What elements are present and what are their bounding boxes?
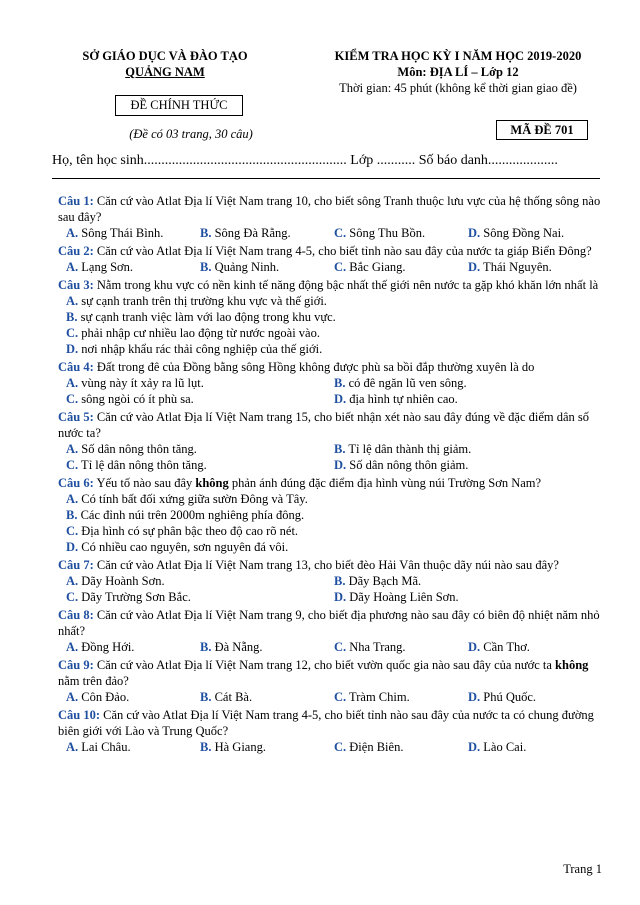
option-text: Lào Cai. [480, 740, 527, 754]
answer-options [58, 293, 606, 357]
option-key: B. [200, 640, 212, 654]
answer-option [326, 259, 460, 275]
option-key: A. [66, 574, 79, 588]
question-3 [58, 277, 606, 357]
option-text: Các đỉnh núi trên 2000m nghiêng phía đông. [77, 508, 305, 522]
answer-option [326, 589, 594, 605]
answer-option [58, 573, 326, 589]
answer-option [192, 225, 326, 241]
page-number: Trang 1 [563, 862, 602, 876]
option-key: C. [66, 458, 79, 472]
question-text: Căn cứ vào Atlat Địa lí Việt Nam trang 4-5, cho biết tỉnh nào sau đây của nước ta giáp Biển Đông? [93, 244, 592, 258]
question-label: Câu 3: [58, 278, 94, 292]
option-key: D. [468, 740, 481, 754]
question-label: Câu 4: [58, 360, 94, 374]
answer-option [460, 739, 594, 755]
answer-option [326, 689, 460, 705]
option-text: Có nhiều cao nguyên, sơn nguyên đá vôi. [78, 540, 289, 554]
divider [52, 178, 600, 179]
option-text: Lạng Sơn. [78, 260, 134, 274]
answer-option [460, 225, 594, 241]
answer-option [58, 491, 606, 507]
option-text: Số dân nông thôn tăng. [78, 442, 197, 456]
question-stem [58, 277, 606, 293]
answer-option [192, 689, 326, 705]
option-text: Đồng Hới. [78, 640, 135, 654]
option-key: D. [334, 590, 347, 604]
option-key: C. [334, 690, 347, 704]
answer-options [58, 441, 606, 473]
option-text: vùng này ít xảy ra lũ lụt. [78, 376, 204, 390]
option-key: C. [66, 590, 79, 604]
option-key: A. [66, 640, 79, 654]
option-text: sự cạnh tranh trên thị trường khu vực và thế giới. [78, 294, 327, 308]
option-text: Bắc Giang. [346, 260, 406, 274]
option-key: B. [200, 226, 212, 240]
question-text: không [195, 476, 229, 490]
option-key: C. [334, 740, 347, 754]
answer-option [58, 309, 606, 325]
option-text: Thái Nguyên. [480, 260, 552, 274]
answer-option [326, 457, 594, 473]
option-text: Tỉ lệ dân thành thị giảm. [345, 442, 472, 456]
answer-options [58, 259, 606, 275]
header-left [60, 48, 270, 80]
question-9 [58, 657, 606, 705]
answer-option [326, 639, 460, 655]
question-1 [58, 193, 606, 241]
question-text: Nằm trong khu vực có nền kinh tế năng động bậc nhất thế giới nên nước ta gặp khó khăn lớn nhất là [93, 278, 599, 292]
question-text: Yếu tố nào sau đây [93, 476, 196, 490]
option-text: Dãy Bạch Mã. [345, 574, 422, 588]
question-stem [58, 193, 606, 225]
option-key: B. [334, 442, 346, 456]
exam-code: MÃ ĐỀ 701 [496, 120, 588, 140]
option-text: Địa hình có sự phân bậc theo độ cao rõ nét. [78, 524, 299, 538]
option-key: D. [334, 458, 347, 472]
question-text: Căn cứ vào Atlat Địa lí Việt Nam trang 13, cho biết đèo Hải Vân thuộc dãy núi nào sau đây? [93, 558, 559, 572]
option-text: Số dân nông thôn giảm. [346, 458, 469, 472]
answer-option [58, 341, 606, 357]
option-text: Nha Trang. [346, 640, 406, 654]
answer-option [460, 689, 594, 705]
question-stem [58, 657, 606, 689]
answer-option [58, 639, 192, 655]
option-text: Cần Thơ. [480, 640, 530, 654]
option-text: sông ngòi có ít phù sa. [78, 392, 194, 406]
answer-option [326, 573, 594, 589]
question-text: Căn cứ vào Atlat Địa lí Việt Nam trang 15, cho biết nhận xét nào sau đây đúng về đặc điểm dân số nước ta? [58, 410, 590, 440]
option-text: Điện Biên. [346, 740, 404, 754]
answer-option [58, 689, 192, 705]
question-text: Căn cứ vào Atlat Địa lí Việt Nam trang 12, cho biết vườn quốc gia nào sau đây của nước ta [93, 658, 556, 672]
option-key: A. [66, 442, 79, 456]
option-key: A. [66, 740, 79, 754]
option-key: D. [334, 392, 347, 406]
answer-option [58, 739, 192, 755]
answer-option [58, 589, 326, 605]
option-key: A. [66, 294, 79, 308]
option-text: Sông Đà Rằng. [211, 226, 291, 240]
option-key: A. [66, 690, 79, 704]
option-key: C. [334, 640, 347, 654]
province-name: QUẢNG NAM [125, 65, 205, 79]
option-key: D. [468, 226, 481, 240]
option-key: D. [468, 260, 481, 274]
option-key: A. [66, 226, 79, 240]
answer-option [58, 507, 606, 523]
question-7 [58, 557, 606, 605]
answer-option [460, 639, 594, 655]
question-stem [58, 707, 606, 739]
option-key: D. [468, 640, 481, 654]
question-text: Căn cứ vào Atlat Địa lí Việt Nam trang 9, cho biết địa phương nào sau đây có biên độ nhiệt năm nhỏ nhất? [58, 608, 600, 638]
answer-options [58, 689, 606, 705]
answer-options [58, 491, 606, 555]
answer-options [58, 573, 606, 605]
answer-option [326, 225, 460, 241]
option-text: Tỉ lệ dân nông thôn tăng. [78, 458, 207, 472]
option-text: địa hình tự nhiên cao. [346, 392, 458, 406]
option-text: Dãy Trường Sơn Bắc. [78, 590, 191, 604]
question-text: nằm trên đảo? [58, 674, 129, 688]
question-label: Câu 2: [58, 244, 94, 258]
option-text: Đà Nẵng. [211, 640, 263, 654]
header-right [318, 48, 598, 96]
option-key: B. [200, 260, 212, 274]
question-stem [58, 607, 606, 639]
question-label: Câu 9: [58, 658, 94, 672]
option-key: B. [334, 376, 346, 390]
answer-option [58, 259, 192, 275]
answer-options [58, 375, 606, 407]
answer-option [58, 375, 326, 391]
question-label: Câu 1: [58, 194, 94, 208]
question-stem [58, 359, 606, 375]
department-name: SỞ GIÁO DỤC VÀ ĐÀO TẠO [82, 49, 248, 63]
answer-option [460, 259, 594, 275]
question-text: phản ánh đúng đặc điểm địa hình vùng núi Trường Sơn Nam? [228, 476, 542, 490]
option-key: D. [66, 540, 79, 554]
question-stem [58, 475, 606, 491]
question-text: không [555, 658, 589, 672]
option-key: B. [66, 508, 78, 522]
question-stem [58, 409, 606, 441]
option-key: D. [468, 690, 481, 704]
answer-option [326, 441, 594, 457]
option-text: Sông Thái Bình. [78, 226, 164, 240]
answer-options [58, 639, 606, 655]
answer-option [326, 391, 594, 407]
option-key: A. [66, 376, 79, 390]
question-10 [58, 707, 606, 755]
answer-option [192, 639, 326, 655]
option-key: C. [334, 226, 347, 240]
option-text: Lai Châu. [78, 740, 131, 754]
answer-option [58, 293, 606, 309]
answer-option [192, 739, 326, 755]
option-key: C. [66, 524, 79, 538]
question-list [58, 193, 606, 757]
option-key: A. [66, 492, 79, 506]
answer-option [326, 375, 594, 391]
option-key: C. [66, 392, 79, 406]
question-text: Căn cứ vào Atlat Địa lí Việt Nam trang 4-5, cho biết tỉnh nào sau đây của nước ta có chung đường biên giới với Lào và Trung Quốc? [58, 708, 594, 738]
student-info-line: Họ, tên học sinh.......................................................... Lớp ........... Số báo danh.................... [52, 153, 558, 168]
answer-option [58, 523, 606, 539]
question-2 [58, 243, 606, 275]
pages-note: (Đề có 03 trang, 30 câu) [129, 127, 253, 141]
question-label: Câu 10: [58, 708, 101, 722]
question-label: Câu 6: [58, 476, 94, 490]
question-stem [58, 557, 606, 573]
question-text: Đất trong đê của Đồng bằng sông Hồng không được phù sa bồi đắp thường xuyên là do [93, 360, 535, 374]
question-label: Câu 8: [58, 608, 94, 622]
answer-option [58, 441, 326, 457]
answer-option [326, 739, 460, 755]
option-text: Quảng Ninh. [211, 260, 280, 274]
answer-options [58, 739, 606, 755]
option-text: Phú Quốc. [480, 690, 537, 704]
question-stem [58, 243, 606, 259]
option-text: Hà Giang. [211, 740, 266, 754]
option-key: B. [200, 690, 212, 704]
question-text: Căn cứ vào Atlat Địa lí Việt Nam trang 10, cho biết sông Tranh thuộc lưu vực của hệ thống sông nào sau đây? [58, 194, 601, 224]
answer-option [58, 457, 326, 473]
option-text: Dãy Hoành Sơn. [78, 574, 165, 588]
answer-option [58, 325, 606, 341]
official-label: ĐỀ CHÍNH THỨC [115, 95, 243, 116]
answer-options [58, 225, 606, 241]
option-text: nơi nhập khẩu rác thải công nghiệp của thế giới. [78, 342, 323, 356]
option-text: Dãy Hoàng Liên Sơn. [346, 590, 459, 604]
question-4 [58, 359, 606, 407]
question-label: Câu 5: [58, 410, 94, 424]
option-key: B. [66, 310, 78, 324]
option-key: A. [66, 260, 79, 274]
option-key: C. [334, 260, 347, 274]
exam-title: KIỂM TRA HỌC KỲ I NĂM HỌC 2019-2020 [334, 49, 582, 63]
answer-option [192, 259, 326, 275]
question-8 [58, 607, 606, 655]
option-text: Cát Bà. [211, 690, 253, 704]
option-key: B. [200, 740, 212, 754]
option-text: Côn Đảo. [78, 690, 130, 704]
option-text: có đê ngăn lũ ven sông. [345, 376, 467, 390]
question-5 [58, 409, 606, 473]
time-line: Thời gian: 45 phút (không kể thời gian giao đề) [339, 81, 577, 95]
answer-option [58, 391, 326, 407]
answer-option [58, 225, 192, 241]
option-key: D. [66, 342, 79, 356]
option-text: Có tính bất đối xứng giữa sườn Đông và Tây. [78, 492, 308, 506]
option-text: sự cạnh tranh việc làm với lao động trong khu vực. [77, 310, 336, 324]
question-6 [58, 475, 606, 555]
answer-option [58, 539, 606, 555]
option-key: B. [334, 574, 346, 588]
question-label: Câu 7: [58, 558, 94, 572]
option-text: Tràm Chim. [346, 690, 410, 704]
option-text: Sông Đồng Nai. [480, 226, 565, 240]
option-text: Sông Thu Bồn. [346, 226, 426, 240]
option-text: phải nhập cư nhiều lao động từ nước ngoài vào. [78, 326, 320, 340]
subject-line: Môn: ĐỊA LÍ – Lớp 12 [397, 65, 519, 79]
option-key: C. [66, 326, 79, 340]
